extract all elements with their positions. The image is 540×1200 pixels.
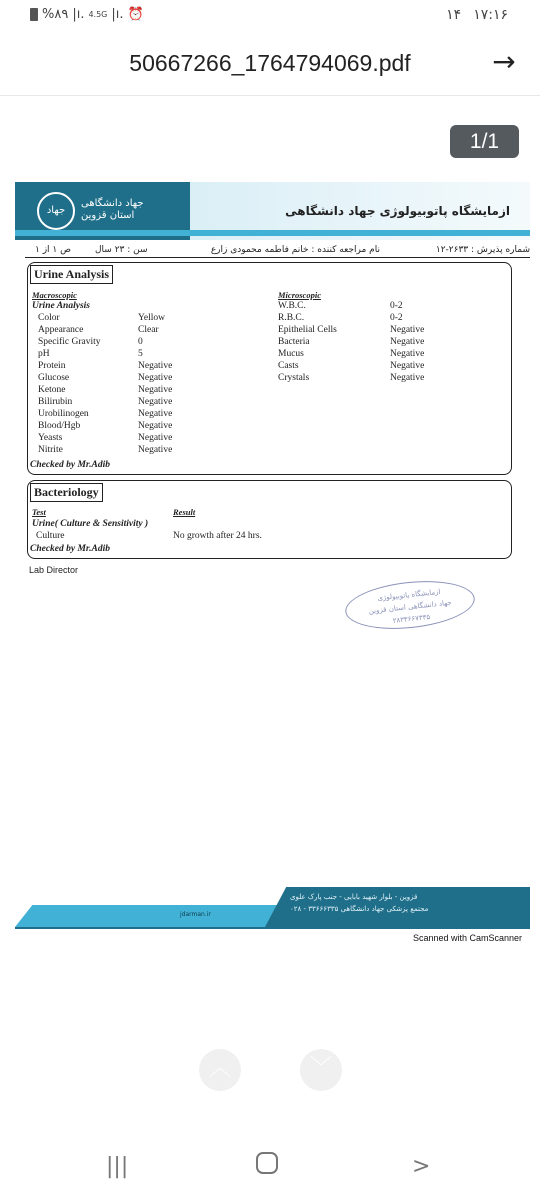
footer-address: قزوین - بلوار شهید بابایی - جنب پارک علوی: [290, 893, 418, 901]
patient-name: نام مراجعه کننده : خانم فاطمه محمودی زارع: [210, 245, 380, 255]
test-value: Negative: [138, 373, 173, 383]
test-parameter: Blood/Hgb: [38, 421, 81, 431]
result-row: [38, 408, 268, 420]
test-parameter: Yeasts: [38, 433, 63, 443]
test-parameter: Epithelial Cells: [278, 325, 337, 335]
chevron-down-icon: ﹀: [309, 1056, 332, 1081]
test-value: Negative: [390, 349, 425, 359]
result-row: [38, 336, 268, 348]
test-value: Negative: [138, 397, 173, 407]
micro-list: [278, 300, 508, 384]
home-icon[interactable]: [256, 1152, 278, 1174]
test-parameter: Glucose: [38, 373, 70, 383]
test-name: Urine( Culture & Sensitivity ): [32, 519, 149, 529]
result-row: [38, 444, 268, 456]
result-row: [278, 360, 508, 372]
next-page-button[interactable]: [300, 1049, 342, 1091]
result-row: [38, 372, 268, 384]
test-value: Negative: [390, 361, 425, 371]
test-value: 0-2: [390, 301, 403, 311]
result-heading: Result: [173, 507, 196, 517]
patient-age: سن : ۲۳ سال: [95, 245, 148, 255]
test-value: Negative: [138, 385, 173, 395]
status-bar: [0, 0, 540, 34]
test-value: Negative: [138, 409, 173, 419]
test-value: 5: [138, 349, 143, 359]
test-parameter: Appearance: [38, 325, 84, 335]
test-value: Negative: [138, 361, 173, 371]
test-value: Negative: [138, 433, 173, 443]
urine-checked-by: Checked by Mr.Adib: [30, 460, 110, 470]
culture-label: Culture: [36, 531, 65, 541]
patient-info: [25, 242, 530, 258]
test-parameter: Mucus: [278, 349, 304, 359]
chevron-up-icon: ︿: [208, 1056, 231, 1081]
back-icon[interactable]: >: [412, 1154, 431, 1179]
pdf-page[interactable]: [15, 182, 530, 932]
test-parameter: Crystals: [278, 373, 310, 383]
network-type: 4.5G: [88, 10, 108, 19]
footer-social: jdarman.ir: [180, 911, 211, 918]
scanned-label: Scanned with CamScanner: [413, 933, 523, 943]
test-value: Negative: [390, 373, 425, 383]
test-value: Yellow: [138, 313, 166, 323]
result-row: [38, 432, 268, 444]
test-value: Negative: [390, 325, 425, 335]
test-parameter: W.B.C.: [278, 301, 306, 311]
test-parameter: Ketone: [38, 385, 66, 395]
alarm-icon: ⏰: [127, 7, 144, 22]
urine-analysis-box: [27, 262, 512, 475]
bacteriology-box: [27, 480, 512, 559]
lab-banner: [15, 182, 530, 242]
recent-apps-icon[interactable]: |||: [106, 1154, 129, 1179]
microscopic-heading: Microscopic: [278, 290, 321, 300]
result-row: [38, 348, 268, 360]
test-heading: Test: [32, 507, 46, 517]
status-right: [446, 7, 508, 23]
culture-result: No growth after 24 hrs.: [173, 531, 262, 541]
test-parameter: Color: [38, 313, 60, 323]
result-row: [38, 312, 268, 324]
test-parameter: Protein: [38, 361, 66, 371]
test-value: 0-2: [390, 313, 403, 323]
test-value: Negative: [138, 445, 173, 455]
test-value: Negative: [390, 337, 425, 347]
test-parameter: Casts: [278, 361, 299, 371]
result-row: [38, 396, 268, 408]
urine-analysis-title: Urine Analysis: [30, 265, 113, 284]
result-row: [38, 384, 268, 396]
result-row: [278, 324, 508, 336]
status-date: ۱۴: [446, 7, 462, 23]
macro-list: [38, 312, 268, 456]
signal-icon: |ı.: [72, 7, 85, 22]
test-parameter: Specific Gravity: [38, 337, 101, 347]
result-row: [278, 336, 508, 348]
page-of: ص ۱ از ۱: [35, 245, 72, 255]
macroscopic-heading: Macroscopic: [32, 290, 77, 300]
lab-logo-icon: جهاد: [37, 192, 75, 230]
result-row: [38, 324, 268, 336]
test-parameter: Bilirubin: [38, 397, 73, 407]
result-row: [38, 360, 268, 372]
lab-director: Lab Director: [29, 565, 79, 575]
test-value: 0: [138, 337, 143, 347]
page-indicator: 1/1: [450, 125, 519, 158]
test-parameter: Nitrite: [38, 445, 63, 455]
battery-level: %۸۹: [42, 7, 69, 22]
logo-text: جهاد دانشگاهی استان قزوین: [81, 198, 144, 221]
test-value: Clear: [138, 325, 159, 335]
test-parameter: Bacteria: [278, 337, 310, 347]
result-row: [278, 312, 508, 324]
admission-number: شماره پذیرش : ۲۶۳۳-۱۲: [435, 245, 530, 255]
arrow-right-icon[interactable]: →: [492, 45, 516, 78]
lab-name: ازمایشگاه پاتوبیولوژی جهاد دانشگاهی: [285, 204, 510, 218]
lab-stamp: ازمایشگاه پاتوبیولوژی جهاد دانشگاهی استان قزوین ۲۸۳۳۶۶۷۳۳۵: [343, 575, 477, 634]
urine-analysis-label: Urine Analysis: [32, 301, 90, 311]
result-row: [278, 372, 508, 384]
bacteriology-checked-by: Checked by Mr.Adib: [30, 544, 110, 554]
bacteriology-title: Bacteriology: [30, 483, 103, 502]
test-parameter: Urobilinogen: [38, 409, 89, 419]
status-left: [30, 7, 144, 22]
system-nav-bar: [0, 1140, 540, 1200]
result-row: [278, 348, 508, 360]
battery-icon: [30, 8, 38, 21]
signal-icon-2: |ı.: [111, 7, 124, 22]
footer-phone: مجتمع پزشکی جهاد دانشگاهی ۳۳۶۶۶۳۳۵ - ۰۲۸: [290, 905, 429, 913]
file-title: 50667266_1764794069.pdf: [129, 50, 411, 76]
previous-page-button[interactable]: [199, 1049, 241, 1091]
status-time: ۱۷:۱۶: [473, 7, 508, 23]
result-row: [278, 300, 508, 312]
result-row: [38, 420, 268, 432]
title-bar: [0, 34, 540, 96]
test-parameter: pH: [38, 349, 50, 359]
lab-footer: [15, 887, 530, 932]
test-parameter: R.B.C.: [278, 313, 305, 323]
test-value: Negative: [138, 421, 173, 431]
